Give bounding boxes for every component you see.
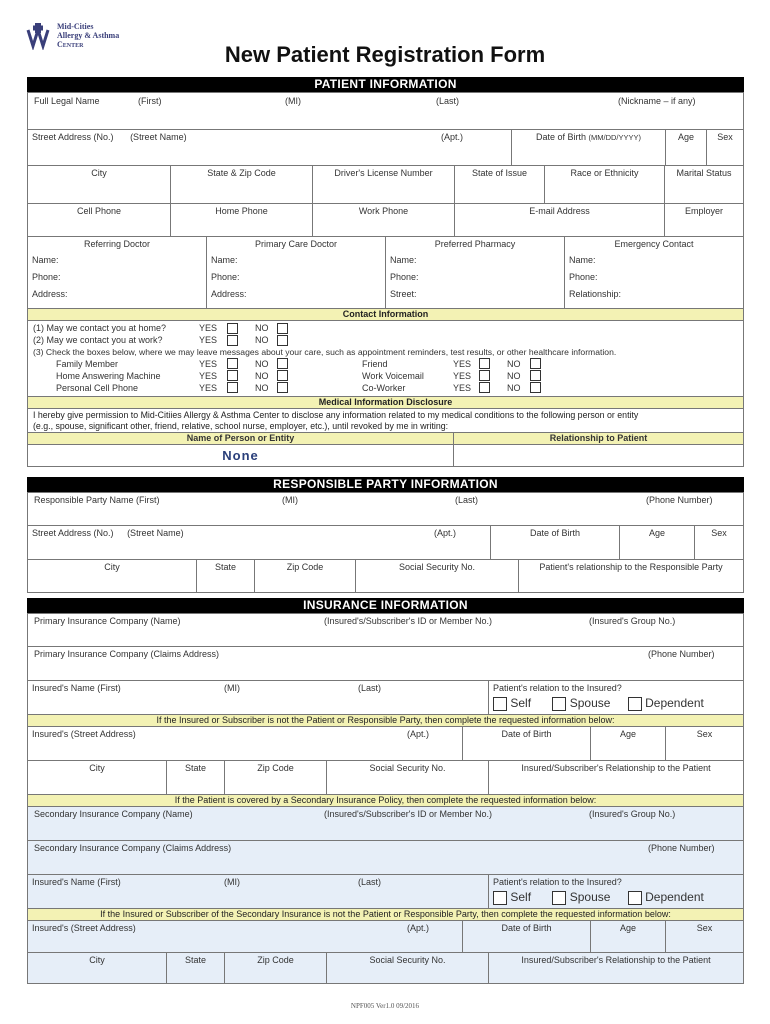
responsible-name-label: Responsible Party Name (First) xyxy=(34,495,160,505)
primary-insurance-name-label: Primary Insurance Company (Name) xyxy=(34,616,181,626)
responsible-age-field[interactable] xyxy=(620,526,695,559)
responsible-sex-label: Sex xyxy=(711,528,727,538)
emergency-contact-label: Emergency Contact xyxy=(614,239,694,249)
disclosure-columns xyxy=(27,433,744,445)
contact-info-header: Contact Information xyxy=(27,309,744,321)
entity-name-field[interactable] xyxy=(28,445,454,466)
contact-q2: (2) May we contact you at work? xyxy=(33,335,163,345)
pharmacy-name-label: Name: xyxy=(390,255,417,265)
voicemail-yes-checkbox[interactable] xyxy=(479,370,490,381)
responsible-state-label: State xyxy=(214,562,236,572)
primary-insured-street-field[interactable] xyxy=(28,727,463,760)
logo-line-1: Mid-Cities xyxy=(57,22,94,31)
secondary-phone-label: (Phone Number) xyxy=(648,843,715,853)
personal-cell-label: Personal Cell Phone xyxy=(56,383,139,393)
referring-doctor-name-label: Name: xyxy=(32,255,59,265)
secondary-insured-dob-field[interactable] xyxy=(463,921,591,952)
secondary-insured-zip-field[interactable] xyxy=(225,953,327,983)
primary-insured-dob-field[interactable] xyxy=(463,727,591,760)
coworker-no-checkbox[interactable] xyxy=(530,382,541,393)
primary-insured-zip-label: Zip Code xyxy=(257,763,294,773)
pharmacy-street-label: Street: xyxy=(390,289,417,299)
emergency-relationship-label: Relationship: xyxy=(569,289,622,299)
patient-street-field[interactable] xyxy=(28,130,512,165)
friend-yes-label: YES xyxy=(453,359,472,369)
answering-no-label: NO xyxy=(255,371,269,381)
state-of-issue-label: State of Issue xyxy=(471,168,528,178)
secondary-insured-note: If the Insured or Subscriber of the Secondary Insurance is not the Patient or Responsible Party, then complete the requested information below: xyxy=(27,909,744,921)
secondary-insured-ssn-field[interactable] xyxy=(327,953,489,983)
primary-insured-state-field[interactable] xyxy=(167,761,225,794)
secondary-subscriber-relationship-field[interactable] xyxy=(489,953,743,983)
responsible-last-label: (Last) xyxy=(455,495,479,505)
marital-status-field[interactable] xyxy=(665,166,743,203)
city-label: City xyxy=(91,168,107,178)
patient-dob-field[interactable] xyxy=(512,130,666,165)
nickname-label: (Nickname – if any) xyxy=(618,96,696,106)
primary-insured-note: If the Insured or Subscriber is not the Patient or Responsible Party, then complete the requested information below: xyxy=(27,715,744,727)
work-voicemail-label: Work Voicemail xyxy=(362,371,424,381)
responsible-street-field[interactable] xyxy=(28,526,491,559)
primary-spouse-label: Spouse xyxy=(569,696,611,710)
state-of-issue-field[interactable] xyxy=(455,166,545,203)
relationship-header: Relationship to Patient xyxy=(454,433,743,444)
primary-insurance-address-row[interactable] xyxy=(27,647,744,681)
q1-yes-label: YES xyxy=(199,323,218,333)
primary-dependent-checkbox[interactable] xyxy=(628,697,642,711)
responsible-dob-field[interactable] xyxy=(491,526,620,559)
insurance-section xyxy=(27,598,744,984)
responsible-party-section xyxy=(27,477,744,593)
secondary-self-label: Self xyxy=(510,890,532,904)
secondary-member-id-label: (Insured's/Subscriber's ID or Member No.) xyxy=(324,809,492,819)
primary-insured-ssn-label: Social Security No. xyxy=(369,763,446,773)
primary-self-label: Self xyxy=(510,696,532,710)
primary-insured-ssn-field[interactable] xyxy=(327,761,489,794)
answering-machine-label: Home Answering Machine xyxy=(56,371,161,381)
primary-insured-age-label: Age xyxy=(619,729,636,739)
work-phone-label: Work Phone xyxy=(358,206,409,216)
disclosure-text-line-1: I hereby give permission to Mid-Citiies Allergy & Asthma Center to disclose any information related to my medical conditions to the following person or entity xyxy=(33,410,639,420)
dob-format-label: (MM/DD/YYYY) xyxy=(588,133,642,142)
disclosure-entry-row xyxy=(27,445,744,467)
coworker-yes-checkbox[interactable] xyxy=(479,382,490,393)
mi-label: (MI) xyxy=(285,96,301,106)
logo-line-3: Center xyxy=(57,40,84,49)
contact-info-block xyxy=(27,321,744,397)
q2-yes-checkbox[interactable] xyxy=(227,335,238,346)
street-no-label: Street Address (No.) xyxy=(32,132,114,142)
home-phone-label: Home Phone xyxy=(215,206,268,216)
friend-label: Friend xyxy=(362,359,388,369)
responsible-relationship-field[interactable] xyxy=(519,560,743,592)
patient-name-row[interactable] xyxy=(27,92,744,130)
pharmacy-phone-label: Phone: xyxy=(390,272,419,282)
preferred-pharmacy-label: Preferred Pharmacy xyxy=(434,239,516,249)
emergency-contact-block[interactable] xyxy=(565,237,743,308)
responsible-street-no-label: Street Address (No.) xyxy=(32,528,114,538)
patient-city-field[interactable] xyxy=(28,166,171,203)
primary-self-checkbox[interactable] xyxy=(493,697,507,711)
pcp-phone-label: Phone: xyxy=(211,272,240,282)
secondary-insurance-address-row[interactable] xyxy=(27,841,744,875)
q2-yes-label: YES xyxy=(199,335,218,345)
secondary-insured-sex-label: Sex xyxy=(696,923,713,933)
primary-subscriber-relationship-label: Insured/Subscriber's Relationship to the Patient xyxy=(521,763,711,773)
responsible-phone-label: (Phone Number) xyxy=(646,495,713,505)
email-label: E-mail Address xyxy=(529,206,590,216)
contact-q3: (3) Check the boxes below, where we may leave messages about your care, such as appointment reminders, test results, or other healthcare information. xyxy=(33,347,617,357)
age-label: Age xyxy=(677,132,694,142)
q2-no-checkbox[interactable] xyxy=(277,335,288,346)
voicemail-no-label: NO xyxy=(507,371,521,381)
primary-insured-city-label: City xyxy=(89,763,105,773)
primary-insured-sex-field[interactable] xyxy=(666,727,743,760)
responsible-zip-label: Zip Code xyxy=(286,562,324,572)
first-label: (First) xyxy=(138,96,162,106)
patient-contacts-row xyxy=(27,237,744,309)
responsible-apt-label: (Apt.) xyxy=(434,528,457,538)
secondary-insured-name-row xyxy=(27,875,744,909)
primary-insured-apt-label: (Apt.) xyxy=(407,729,430,739)
preferred-pharmacy-block[interactable] xyxy=(386,237,565,308)
secondary-insured-zip-label: Zip Code xyxy=(257,955,294,965)
secondary-insured-name-field[interactable] xyxy=(28,875,489,908)
disclosure-header: Medical Information Disclosure xyxy=(27,397,744,409)
patient-section xyxy=(27,77,744,467)
home-phone-field[interactable] xyxy=(171,204,313,236)
cell-phone-field[interactable] xyxy=(28,204,171,236)
referring-doctor-address-label: Address: xyxy=(32,289,68,299)
secondary-subscriber-relationship-label: Insured/Subscriber's Relationship to the Patient xyxy=(521,955,711,965)
personal-cell-yes-label: YES xyxy=(199,383,218,393)
referring-doctor-label: Referring Doctor xyxy=(83,239,151,249)
primary-insured-city-row xyxy=(27,761,744,795)
disclosure-text-line-2: (e.g., spouse, significant other, friend, relative, school nurse, employer, etc.), until revoked by me in writing: xyxy=(33,421,449,431)
primary-care-doctor-block[interactable] xyxy=(207,237,386,308)
patient-phone-row xyxy=(27,204,744,237)
responsible-relationship-label: Patient's relationship to the Responsible Party xyxy=(539,562,723,572)
responsible-city-row xyxy=(27,560,744,593)
secondary-insured-age-field[interactable] xyxy=(591,921,666,952)
secondary-spouse-label: Spouse xyxy=(569,890,611,904)
work-phone-field[interactable] xyxy=(313,204,455,236)
responsible-zip-field[interactable] xyxy=(255,560,356,592)
pcp-address-label: Address: xyxy=(211,289,247,299)
secondary-insured-mi-label: (MI) xyxy=(224,877,240,887)
responsible-ssn-field[interactable] xyxy=(356,560,519,592)
secondary-spouse-checkbox[interactable] xyxy=(552,891,566,905)
emergency-name-label: Name: xyxy=(569,255,596,265)
primary-insured-city-field[interactable] xyxy=(28,761,167,794)
marital-status-label: Marital Status xyxy=(676,168,732,178)
responsible-city-field[interactable] xyxy=(28,560,197,592)
primary-insured-name-row xyxy=(27,681,744,715)
personal-cell-no-checkbox[interactable] xyxy=(277,382,288,393)
primary-insured-last-label: (Last) xyxy=(358,683,382,693)
secondary-insured-state-label: State xyxy=(184,955,206,965)
secondary-claims-address-label: Secondary Insurance Company (Claims Address) xyxy=(34,843,232,853)
primary-insured-sex-label: Sex xyxy=(696,729,713,739)
secondary-insured-age-label: Age xyxy=(619,923,636,933)
primary-insured-name-label: Insured's Name (First) xyxy=(32,683,121,693)
primary-insured-name-field[interactable] xyxy=(28,681,489,714)
q1-no-checkbox[interactable] xyxy=(277,323,288,334)
voicemail-no-checkbox[interactable] xyxy=(530,370,541,381)
patient-sex-field[interactable] xyxy=(707,130,743,165)
page-title: New Patient Registration Form xyxy=(224,42,546,67)
employer-field[interactable] xyxy=(665,204,743,236)
responsible-dob-label: Date of Birth xyxy=(529,528,581,538)
pcp-name-label: Name: xyxy=(211,255,238,265)
secondary-relation-label: Patient's relation to the Insured? xyxy=(493,877,622,887)
last-label: (Last) xyxy=(436,96,460,106)
primary-insured-address-row xyxy=(27,727,744,761)
primary-claims-address-label: Primary Insurance Company (Claims Address) xyxy=(34,649,220,659)
secondary-insured-sex-field[interactable] xyxy=(666,921,743,952)
q1-yes-checkbox[interactable] xyxy=(227,323,238,334)
logo-line-2: Allergy & Asthma xyxy=(57,31,120,40)
secondary-insured-street-field[interactable] xyxy=(28,921,463,952)
secondary-insured-state-field[interactable] xyxy=(167,953,225,983)
responsible-age-label: Age xyxy=(648,528,665,538)
primary-care-doctor-label: Primary Care Doctor xyxy=(254,239,337,249)
family-no-checkbox[interactable] xyxy=(277,358,288,369)
family-yes-checkbox[interactable] xyxy=(227,358,238,369)
q1-no-label: NO xyxy=(255,323,269,333)
coworker-yes-label: YES xyxy=(453,383,472,393)
primary-dependent-label: Dependent xyxy=(645,696,704,710)
secondary-insured-city-label: City xyxy=(89,955,105,965)
responsible-name-row[interactable] xyxy=(27,492,744,526)
secondary-insured-street-label: Insured's (Street Address) xyxy=(32,923,136,933)
primary-subscriber-relationship-field[interactable] xyxy=(489,761,743,794)
patient-city-row xyxy=(27,166,744,204)
primary-insurance-name-row[interactable] xyxy=(27,613,744,647)
entity-name-value: None xyxy=(222,448,259,463)
race-ethnicity-label: Race or Ethnicity xyxy=(570,168,639,178)
dob-label: Date of Birth xyxy=(535,132,586,142)
secondary-insured-city-field[interactable] xyxy=(28,953,167,983)
answering-yes-label: YES xyxy=(199,371,218,381)
secondary-insured-dob-label: Date of Birth xyxy=(501,923,552,933)
secondary-insured-name-label: Insured's Name (First) xyxy=(32,877,121,887)
family-yes-label: YES xyxy=(199,359,218,369)
full-legal-name-label: Full Legal Name xyxy=(34,96,100,106)
responsible-city-label: City xyxy=(104,562,120,572)
primary-insured-street-label: Insured's (Street Address) xyxy=(32,729,136,739)
race-ethnicity-field[interactable] xyxy=(545,166,665,203)
responsible-mi-label: (MI) xyxy=(282,495,298,505)
secondary-self-checkbox[interactable] xyxy=(493,891,507,905)
secondary-insurance-name-row[interactable] xyxy=(27,807,744,841)
secondary-group-label: (Insured's Group No.) xyxy=(589,809,676,819)
primary-spouse-checkbox[interactable] xyxy=(552,697,566,711)
patient-state-zip-field[interactable] xyxy=(171,166,313,203)
primary-relation-label: Patient's relation to the Insured? xyxy=(493,683,622,693)
street-name-label: (Street Name) xyxy=(130,132,187,142)
secondary-insurance-note: If the Patient is covered by a Secondary Insurance Policy, then complete the requested information below: xyxy=(27,795,744,807)
primary-insured-zip-field[interactable] xyxy=(225,761,327,794)
answering-no-checkbox[interactable] xyxy=(277,370,288,381)
primary-insured-mi-label: (MI) xyxy=(224,683,240,693)
responsible-ssn-label: Social Security No. xyxy=(398,562,476,572)
patient-address-row xyxy=(27,130,744,166)
answering-yes-checkbox[interactable] xyxy=(227,370,238,381)
apt-label: (Apt.) xyxy=(441,132,464,142)
entity-relationship-field[interactable] xyxy=(454,445,743,466)
family-no-label: NO xyxy=(255,359,269,369)
friend-no-label: NO xyxy=(507,359,521,369)
personal-cell-no-label: NO xyxy=(255,383,269,393)
secondary-insured-city-row xyxy=(27,953,744,984)
insurance-section-header: INSURANCE INFORMATION xyxy=(27,598,744,613)
form-version-footer: NPF005 Ver1.0 09/2016 xyxy=(350,1002,420,1010)
coworker-label: Co-Worker xyxy=(362,383,406,393)
employer-label: Employer xyxy=(684,206,723,216)
drivers-license-label: Driver's License Number xyxy=(334,168,433,178)
secondary-insured-address-row xyxy=(27,921,744,953)
secondary-dependent-checkbox[interactable] xyxy=(628,891,642,905)
secondary-insured-apt-label: (Apt.) xyxy=(407,923,430,933)
responsible-street-name-label: (Street Name) xyxy=(127,528,184,538)
coworker-no-label: NO xyxy=(507,383,521,393)
responsible-address-row xyxy=(27,526,744,560)
primary-group-label: (Insured's Group No.) xyxy=(589,616,676,626)
sex-label: Sex xyxy=(717,132,733,142)
primary-member-id-label: (Insured's/Subscriber's ID or Member No.) xyxy=(324,616,492,626)
personal-cell-yes-checkbox[interactable] xyxy=(227,382,238,393)
secondary-relation-field xyxy=(489,875,743,908)
family-member-label: Family Member xyxy=(56,359,119,369)
responsible-sex-field[interactable] xyxy=(695,526,743,559)
emergency-phone-label: Phone: xyxy=(569,272,598,282)
primary-insured-state-label: State xyxy=(184,763,206,773)
secondary-dependent-label: Dependent xyxy=(645,890,704,904)
patient-section-header: PATIENT INFORMATION xyxy=(27,77,744,92)
friend-no-checkbox[interactable] xyxy=(530,358,541,369)
cell-phone-label: Cell Phone xyxy=(76,206,122,216)
disclosure-text xyxy=(27,409,744,433)
secondary-insured-ssn-label: Social Security No. xyxy=(369,955,446,965)
email-field[interactable] xyxy=(455,204,665,236)
drivers-license-field[interactable] xyxy=(313,166,455,203)
friend-yes-checkbox[interactable] xyxy=(479,358,490,369)
primary-insured-age-field[interactable] xyxy=(591,727,666,760)
state-zip-label: State & Zip Code xyxy=(207,168,276,178)
contact-q1: (1) May we contact you at home? xyxy=(33,323,167,333)
responsible-state-field[interactable] xyxy=(197,560,255,592)
voicemail-yes-label: YES xyxy=(453,371,472,381)
secondary-insurance-name-label: Secondary Insurance Company (Name) xyxy=(34,809,193,819)
name-of-entity-header: Name of Person or Entity xyxy=(28,433,454,444)
q2-no-label: NO xyxy=(255,335,269,345)
secondary-insured-last-label: (Last) xyxy=(358,877,382,887)
responsible-section-header: RESPONSIBLE PARTY INFORMATION xyxy=(27,477,744,492)
referring-doctor-phone-label: Phone: xyxy=(32,272,61,282)
primary-insured-dob-label: Date of Birth xyxy=(501,729,552,739)
primary-relation-field xyxy=(489,681,743,714)
referring-doctor-block[interactable] xyxy=(28,237,207,308)
patient-age-field[interactable] xyxy=(666,130,707,165)
primary-phone-label: (Phone Number) xyxy=(648,649,715,659)
